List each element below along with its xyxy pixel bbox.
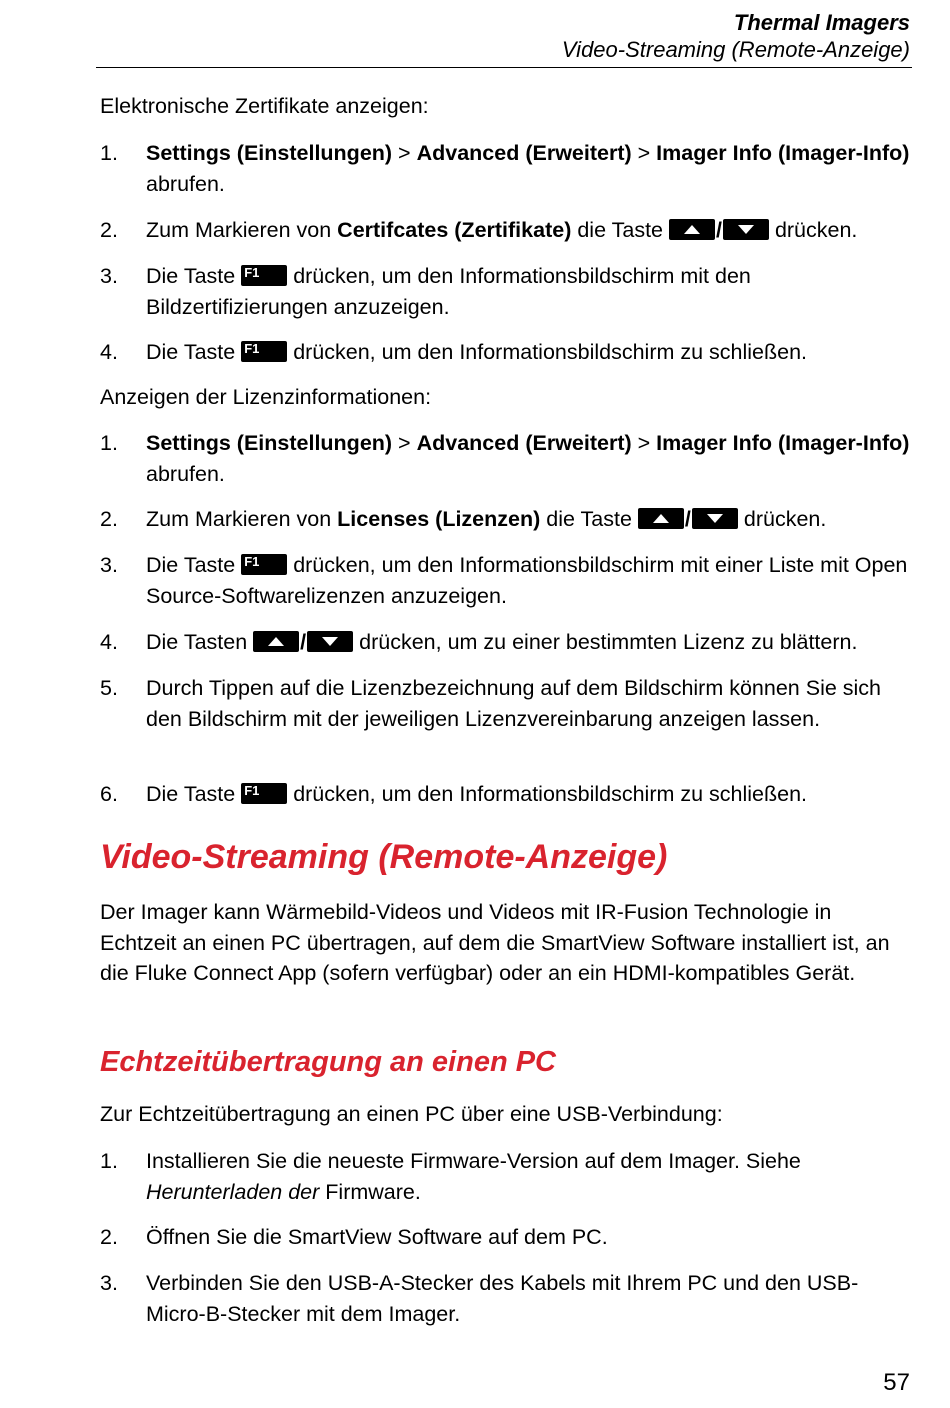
menu-path-imager-info: Imager Info (Imager-Info) <box>656 141 910 165</box>
step-text <box>146 504 912 535</box>
step-prefix: Zum Markieren von <box>146 218 338 242</box>
step-text <box>146 261 912 322</box>
menu-path-advanced: Advanced (Erweitert) <box>416 431 632 455</box>
step-suffix: drücken, um den Informationsbildschirm zu schließen. <box>287 782 808 806</box>
triangle-up-icon <box>638 508 684 529</box>
f1-key-icon <box>241 341 287 362</box>
subsection-heading-pc-streaming: Echtzeitübertragung an einen PC <box>100 1046 556 1078</box>
path-separator: > <box>392 431 417 455</box>
step-prefix: Die Taste <box>146 264 242 288</box>
step-number: 6. <box>100 782 118 806</box>
step-prefix: Die Tasten <box>146 630 254 654</box>
step-suffix: abrufen. <box>146 461 225 486</box>
step-text: Verbinden Sie den USB-A-Stecker des Kabels mit Ihrem PC und den USB-Micro-B-Stecker mit dem Imager. <box>146 1271 859 1326</box>
step-text <box>146 428 912 489</box>
triangle-up-icon <box>253 631 299 652</box>
step-number: 1. <box>100 431 118 455</box>
cert-step-4 <box>100 337 912 368</box>
step-number: 1. <box>100 141 118 165</box>
cert-step-3 <box>100 261 912 322</box>
step-prefix: Zum Markieren von <box>146 507 338 531</box>
step-suffix: abrufen. <box>146 171 225 196</box>
triangle-down-icon <box>723 219 769 240</box>
step-suffix: drücken, um den Informationsbildschirm zu schließen. <box>287 340 808 364</box>
cert-intro: Elektronische Zertifikate anzeigen: <box>100 94 429 118</box>
path-separator: > <box>631 141 657 165</box>
f1-key-label: F1 <box>244 341 260 356</box>
step-text <box>146 337 912 368</box>
step-number: 2. <box>100 507 118 531</box>
step-prefix: Die Taste <box>146 553 242 577</box>
video-body: Der Imager kann Wärmebild-Videos und Videos mit IR-Fusion Technologie in Echtzeit an einen PC übertragen, auf dem die SmartView Software installiert ist, an die Fluke Connect App (sofern verfügbar) oder an ein HDMI-kompatibles Gerät. <box>100 900 890 985</box>
step-number: 1. <box>100 1149 118 1173</box>
menu-item-licenses: Licenses (Lizenzen) <box>337 507 541 531</box>
step-suffix: drücken, um den Informationsbildschirm mit den Bildzertifizierungen anzuzeigen. <box>146 264 751 319</box>
f1-key-icon <box>241 783 287 804</box>
step-text <box>146 779 912 810</box>
key-separator: / <box>684 507 691 531</box>
pc-step-1 <box>100 1146 912 1207</box>
step-number: 3. <box>100 553 118 577</box>
f1-key-icon <box>241 265 287 286</box>
step-text <box>146 138 912 199</box>
path-separator: > <box>392 141 417 165</box>
header-divider <box>96 67 912 68</box>
f1-key-label: F1 <box>244 554 260 569</box>
license-step-6 <box>100 779 912 810</box>
step-number: 3. <box>100 1271 118 1295</box>
step-text <box>146 215 912 246</box>
step-text <box>146 550 912 611</box>
step-suffix: Firmware. <box>319 1179 421 1204</box>
path-separator: > <box>631 431 657 455</box>
step-middle: die Taste <box>540 507 638 531</box>
key-separator: / <box>300 630 307 654</box>
step-number: 2. <box>100 218 118 242</box>
license-step-4 <box>100 627 912 658</box>
step-prefix: Die Taste <box>146 340 242 364</box>
step-number: 5. <box>100 676 118 700</box>
step-middle: die Taste <box>571 218 669 242</box>
cross-reference-link[interactable]: Herunterladen der <box>146 1179 320 1204</box>
running-header-subtitle: Video-Streaming (Remote-Anzeige) <box>561 37 910 62</box>
step-text: Durch Tippen auf die Lizenzbezeichnung auf dem Bildschirm können Sie sich den Bildschirm mit der jeweiligen Lizenzvereinbarung anzeigen lassen. <box>146 676 882 731</box>
pc-intro: Zur Echtzeitübertragung an einen PC über eine USB-Verbindung: <box>100 1102 723 1126</box>
license-intro: Anzeigen der Lizenzinformationen: <box>100 385 432 409</box>
step-suffix: drücken, um den Informationsbildschirm mit einer Liste mit Open Source-Softwarelizenzen anzuzeigen. <box>146 553 908 608</box>
step-text: Öffnen Sie die SmartView Software auf dem PC. <box>146 1225 608 1249</box>
step-number: 2. <box>100 1225 118 1249</box>
step-prefix: Installieren Sie die neueste Firmware-Version auf dem Imager. Siehe <box>146 1149 801 1173</box>
menu-path-settings: Settings (Einstellungen) <box>146 431 393 455</box>
step-text <box>146 1146 912 1207</box>
step-text <box>146 627 912 658</box>
section-heading-video-streaming: Video-Streaming (Remote-Anzeige) <box>100 838 668 876</box>
license-step-5 <box>100 673 912 734</box>
key-separator: / <box>715 218 722 242</box>
license-step-3 <box>100 550 912 611</box>
cert-step-1 <box>100 138 912 199</box>
menu-item-certificates: Certifcates (Zertifikate) <box>337 218 572 242</box>
step-suffix: drücken. <box>768 218 858 242</box>
triangle-up-icon <box>669 219 715 240</box>
license-step-2 <box>100 504 912 535</box>
f1-key-label: F1 <box>244 265 260 280</box>
step-prefix: Die Taste <box>146 782 242 806</box>
menu-path-advanced: Advanced (Erweitert) <box>416 141 632 165</box>
step-number: 3. <box>100 264 118 288</box>
pc-step-3 <box>100 1268 912 1329</box>
running-header-title: Thermal Imagers <box>733 10 910 35</box>
triangle-down-icon <box>307 631 353 652</box>
triangle-down-icon <box>692 508 738 529</box>
license-step-1 <box>100 428 912 489</box>
f1-key-icon <box>241 554 287 575</box>
menu-path-settings: Settings (Einstellungen) <box>146 141 393 165</box>
step-number: 4. <box>100 630 118 654</box>
f1-key-label: F1 <box>244 783 260 798</box>
step-number: 4. <box>100 340 118 364</box>
step-suffix: drücken. <box>737 507 827 531</box>
cert-step-2 <box>100 215 912 246</box>
pc-step-2 <box>100 1222 912 1253</box>
menu-path-imager-info: Imager Info (Imager-Info) <box>656 431 910 455</box>
page-number: 57 <box>883 1369 910 1396</box>
step-suffix: drücken, um zu einer bestimmten Lizenz zu blättern. <box>353 630 858 654</box>
